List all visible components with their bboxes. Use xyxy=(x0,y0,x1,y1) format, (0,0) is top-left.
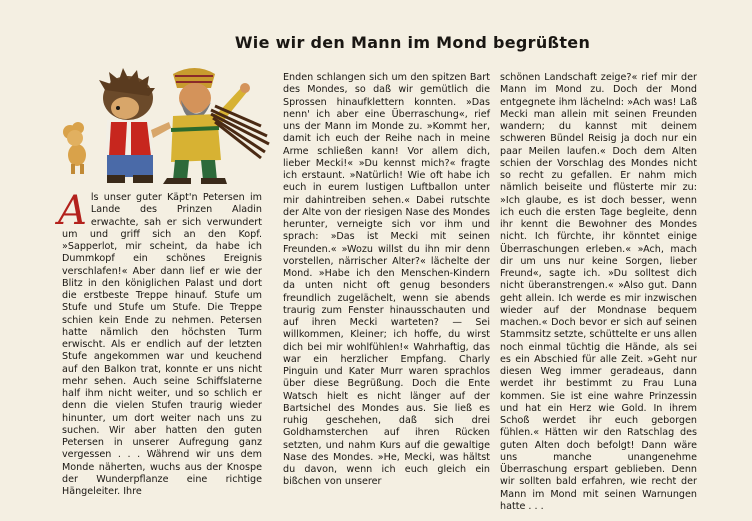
drop-cap: A xyxy=(58,188,87,234)
text-column-2 xyxy=(283,72,490,489)
paragraph-column-1 xyxy=(58,188,262,498)
text-column-3 xyxy=(500,72,697,513)
column-3-text: schönen Landschaft zeige?« rief mir der Mann im Mond zu. Doch der Mond entgegnete ihm lächelnd: »Ach was! Laß Mecki man allein mit seinen Freunden wandern; du kannst mit deinem schweren Bündel Reisig ja doch nur ein paar Meilen laufen.« Doch dem Alten schien der Vorschlag des Mondes nicht so recht zu gefallen. Er nahm mich nämlich beiseite und flüsterte mir zu: »Ich glaube, es ist doch besser, wenn ich euch die ersten Tage begleite, denn ihr kennt die Bewohner des Mondes nicht. Ich fürchte, ihr könntet einige Überraschungen erleben.« »Ach, mach dir um uns nur keine Sorgen, lieber Freund«, sagte ich. »Du solltest dich nicht überanstrengen.« »Also gut. Dann geht allein. Ich werde es mir inzwischen wieder auf der Mondnase bequem machen.« Doch bevor er sich auf seinen Stammsitz setzte, schüttelte er uns allen noch einmal tüchtig die Hände, als sei es ein Abschied für alle Zeit. »Geht nur diesen Weg immer geradeaus, dann werdet ihr bestimmt zu Frau Luna kommen. Sie ist eine wahre Prinzessin und hat ein Herz wie Gold. In ihrem Schoß werdet ihr euch geborgen fühlen.« Hätten wir den Ratschlag des guten Alten doch befolgt! Dann wäre uns manche unangenehme Überraschung erspart geblieben. Denn wir sollten bald erfahren, wie recht der Mann im Mond mit seinen Warnungen hatte . . . xyxy=(500,72,697,512)
column-1-text: ls unser guter Käpt'n Petersen im Lande des Prinzen Aladin erwachte, sah er sich verwundert um und griff sich an den Kopf. »Sapperlot, mir scheint, da habe ich Dummkopf ein schönes Ereignis verschlafen!« Aber dann lief er wie der Blitz in den königlichen Palast und dort die erstbeste Treppe hinauf. Stufe um Stufe und Stufe um Stufe. Die Treppe schien kein Ende zu nehmen. Petersen hatte nämlich den höchsten Turm erwischt. Als er endlich auf der letzten Stufe angekommen war und keuchend auf den Balkon trat, konnte er uns nicht mehr sehen. Auch seine Schiffslaterne half ihm nicht weiter, und so schlich er denn die vielen Stufen traurig wieder hinunter, um dort weiter nach uns zu suchen. Wir aber hatten den guten Petersen in unserer Aufregung ganz vergessen . . . Während wir uns dem Monde näherten, wuchs aus der Knospe der Wunderpflanze eine richtige Hängeleiter. Ihre xyxy=(62,192,262,497)
mecki-and-moon-man-illustration xyxy=(55,60,275,195)
mecki-figure xyxy=(99,68,171,183)
column-2-text: Enden schlangen sich um den spitzen Bart des Mondes, so daß wir gemütlich die Sprossen hinaufklettern konnten. »Das nenn' ich aber eine Überraschung«, rief uns der Mann im Monde zu. »Kommt her, damit ich euch der Reihe nach in meine Arme schließen kann! Vor allem dich, lieber Mecki!« »Du kennst mich?« fragte ich erstaunt. »Natürlich! Wie oft habe ich euch in eurem lustigen Luftballon unter mir dahintreiben sehen.« Dabei rutschte der Alte von der riesigen Nase des Mondes herunter, verneigte sich vor ihm und sprach: »Das ist Mecki mit seinen Freunden.« »Wozu willst du ihn mir denn vorstellen, närrischer Alter?« lächelte der Mond. »Habe ich den Menschen-Kindern da unten nicht oft genug besonders freundlich zugelächelt, wenn sie abends traurig zum Fenster hinausschauten und auf ihren Mecki warteten? — Sei willkommen, Kleiner; ich hoffe, du wirst dich bei mir wohlfühlen!« Wahrhaftig, das war ein herzlicher Empfang. Charly Pinguin und Kater Murr waren sprachlos über diese Begrüßung. Doch die Ente Watsch hielt es nicht länger auf der Bartsichel des Mondes aus. Sie ließ es ruhig geschehen, daß sich drei Goldhamsterchen auf ihren Rücken setzten, und nahm Kurs auf die gewaltige Nase des Mondes. »He, Mecki, was hältst du davon, wenn ich euch gleich ein bißchen von unserer xyxy=(283,72,490,488)
mouse-figure xyxy=(63,122,86,174)
page-title: Wie wir den Mann im Mond begrüßten xyxy=(234,33,591,52)
text-column-1 xyxy=(58,188,262,498)
moon-man-figure xyxy=(163,68,269,184)
